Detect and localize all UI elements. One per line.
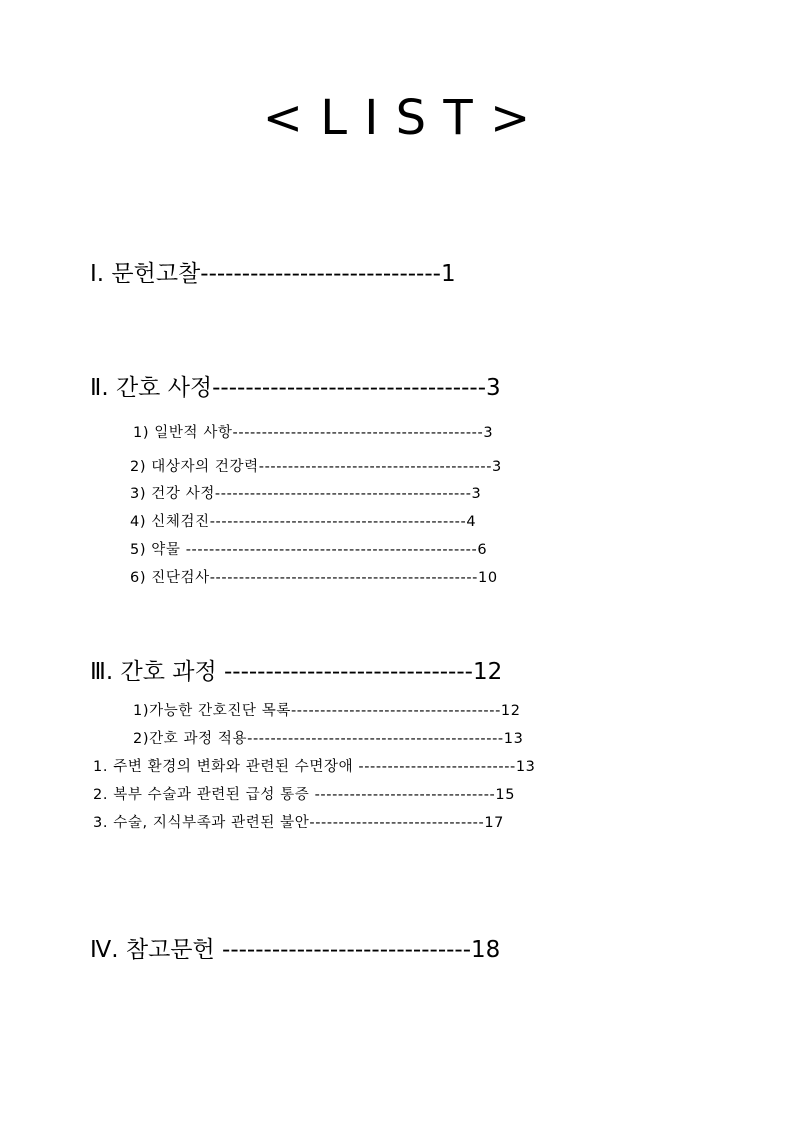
toc-item: 1) 일반적 사항-------------------------------------------3 bbox=[133, 425, 494, 441]
toc-section-3: Ⅲ. 간호 과정 ------------------------------12 bbox=[90, 659, 503, 685]
toc-item: 2)간호 과정 적용--------------------------------------------13 bbox=[133, 731, 524, 747]
toc-item: 1. 주변 환경의 변화와 관련된 수면장애 ---------------------------13 bbox=[93, 759, 536, 775]
toc-item: 4) 신체검진--------------------------------------------4 bbox=[130, 514, 477, 530]
page-title: < L I S T > bbox=[262, 90, 532, 146]
toc-item: 3. 수술, 지식부족과 관련된 불안------------------------------17 bbox=[93, 815, 504, 831]
toc-item: 2) 대상자의 건강력----------------------------------------3 bbox=[130, 459, 502, 475]
toc-section-4: Ⅳ. 참고문헌 ------------------------------18 bbox=[90, 937, 501, 963]
toc-item: 1)가능한 간호진단 목록------------------------------------12 bbox=[133, 703, 521, 719]
toc-section-2: Ⅱ. 간호 사정---------------------------------3 bbox=[90, 375, 501, 401]
toc-item: 3) 건강 사정--------------------------------------------3 bbox=[130, 486, 482, 502]
toc-item: 6) 진단검사----------------------------------------------10 bbox=[130, 570, 498, 586]
toc-item: 5) 약물 --------------------------------------------------6 bbox=[130, 542, 488, 558]
toc-item: 2. 복부 수술과 관련된 급성 통증 -------------------------------15 bbox=[93, 787, 516, 803]
toc-section-1: Ⅰ. 문헌고찰-----------------------------1 bbox=[90, 261, 456, 287]
